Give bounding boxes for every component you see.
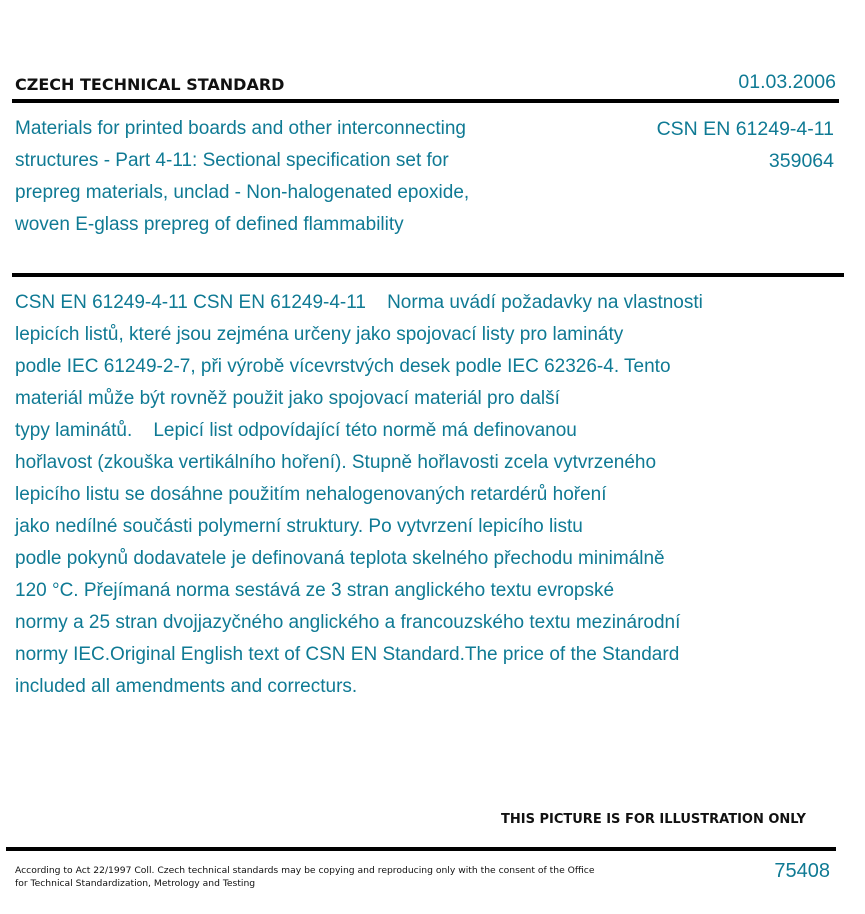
abstract-line: 120 °C. Přejímaná norma sestává ze 3 stran anglického textu evropské xyxy=(15,580,615,601)
abstract-line: hořlavost (zkouška vertikálního hoření). Stupně hořlavosti zcela vytvrzeného xyxy=(15,452,657,473)
publication-date: 01.03.2006 xyxy=(738,71,836,93)
legal-notice-line: for Technical Standardization, Metrology and Testing xyxy=(15,878,256,889)
legal-notice xyxy=(15,864,615,890)
illustration-disclaimer: THIS PICTURE IS FOR ILLUSTRATION ONLY xyxy=(501,812,806,827)
abstract-line: normy a 25 stran dvojjazyčného anglického a francouzského textu mezinárodní xyxy=(15,612,681,633)
standard-identifiers xyxy=(657,113,834,177)
abstract-line: jako nedílné součásti polymerní struktury. Po vytvrzení lepicího listu xyxy=(15,516,583,537)
header-divider xyxy=(12,99,839,103)
abstract-text xyxy=(15,287,845,703)
document-type-label: CZECH TECHNICAL STANDARD xyxy=(15,75,285,94)
abstract-line: CSN EN 61249-4-11 CSN EN 61249-4-11 Norma uvádí požadavky na vlastnosti xyxy=(15,292,703,313)
standard-title: Materials for printed boards and other interconnecting structures - Part 4-11: Sectional specification set for prepreg materials, unclad - Non-halogenated epoxide, woven E-glass prepreg of defined flammability xyxy=(15,118,470,235)
abstract-line: normy IEC.Original English text of CSN EN Standard.The price of the Standard xyxy=(15,644,680,665)
abstract-line: typy laminátů. Lepicí list odpovídající této normě má definovanou xyxy=(15,420,577,441)
catalog-number: 359064 xyxy=(768,150,834,172)
abstract-line: materiál může být rovněž použit jako spojovací materiál pro další xyxy=(15,388,560,409)
footer-divider xyxy=(6,847,836,851)
document-number: 75408 xyxy=(774,860,830,882)
abstract-line: podle IEC 61249-2-7, při výrobě vícevrstvých desek podle IEC 62326-4. Tento xyxy=(15,356,671,377)
abstract-line: lepicího listu se dosáhne použitím nehalogenovaných retardérů hoření xyxy=(15,484,607,505)
legal-notice-line: According to Act 22/1997 Coll. Czech technical standards may be copying and reproducing only with the consent of the Office xyxy=(15,865,595,876)
abstract-line: lepicích listů, které jsou zejména určeny jako spojovací listy pro lamináty xyxy=(15,324,624,345)
abstract-line: podle pokynů dodavatele je definovaná teplota skelného přechodu minimálně xyxy=(15,548,665,569)
abstract-line: included all amendments and correcturs. xyxy=(15,676,358,697)
standard-code: CSN EN 61249-4-11 xyxy=(656,118,834,140)
section-divider xyxy=(12,273,844,277)
